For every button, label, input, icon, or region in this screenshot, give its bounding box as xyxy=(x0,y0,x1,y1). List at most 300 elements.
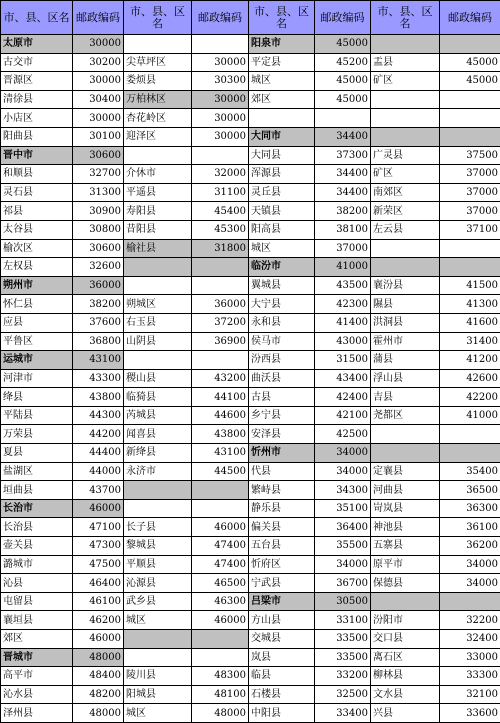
place-name-cell: 石楼县 xyxy=(249,685,315,704)
place-name-cell: 天镇县 xyxy=(249,202,315,221)
postal-code-cell: 36100 xyxy=(440,518,500,537)
postal-code-cell: 33000 xyxy=(440,648,500,667)
place-name-cell: 平顺县 xyxy=(124,555,192,574)
place-name-cell: 偏关县 xyxy=(249,518,315,537)
postal-code-cell: 38100 xyxy=(315,220,371,239)
place-name-cell: 万荣县 xyxy=(1,425,73,444)
postal-code-cell: 46200 xyxy=(73,611,124,630)
postal-code-cell: 30000 xyxy=(192,127,249,146)
postal-code-cell xyxy=(440,444,500,463)
place-name-cell: 山阴县 xyxy=(124,332,192,351)
place-name-cell: 杏花岭区 xyxy=(124,109,192,128)
table-row xyxy=(1,109,500,128)
postal-code-cell: 45000 xyxy=(315,35,371,54)
postal-code-cell xyxy=(192,499,249,518)
place-name-cell: 方山县 xyxy=(249,611,315,630)
table-row xyxy=(1,369,500,388)
place-name-cell: 芮城县 xyxy=(124,406,192,425)
postal-code-cell: 37500 xyxy=(440,146,500,165)
postal-code-cell: 42500 xyxy=(315,425,371,444)
table-row xyxy=(1,685,500,704)
place-name-cell xyxy=(249,109,315,128)
place-name-cell: 安泽县 xyxy=(249,425,315,444)
postal-code-cell: 36700 xyxy=(315,574,371,593)
place-name-cell: 介休市 xyxy=(124,165,192,184)
postal-code-cell: 37000 xyxy=(440,202,500,221)
place-name-cell xyxy=(371,239,440,258)
place-name-cell: 太谷县 xyxy=(1,220,73,239)
place-name-cell: 霍州市 xyxy=(371,332,440,351)
postal-code-cell: 30000 xyxy=(73,35,124,54)
postal-code-cell: 30000 xyxy=(192,53,249,72)
place-name-cell: 灵石县 xyxy=(1,183,73,202)
postal-code-cell: 43700 xyxy=(73,481,124,500)
postal-code-cell: 41000 xyxy=(315,258,371,277)
postal-code-cell: 36000 xyxy=(192,295,249,314)
postal-code-cell: 46400 xyxy=(73,574,124,593)
table-row xyxy=(1,127,500,146)
postal-code-cell xyxy=(440,127,500,146)
place-name-cell: 陵川县 xyxy=(124,667,192,686)
postal-code-cell: 37000 xyxy=(440,183,500,202)
postal-code-cell: 34400 xyxy=(315,165,371,184)
postal-code-cell: 37100 xyxy=(440,220,500,239)
place-name-cell: 灵丘县 xyxy=(249,183,315,202)
place-name-cell: 潞城市 xyxy=(1,555,73,574)
postal-code-cell: 35500 xyxy=(315,537,371,556)
postal-code-cell xyxy=(192,648,249,667)
postal-code-cell: 44400 xyxy=(73,444,124,463)
postal-code-cell: 46000 xyxy=(192,518,249,537)
place-name-cell: 尧都区 xyxy=(371,406,440,425)
postal-code-cell xyxy=(440,239,500,258)
postal-code-cell: 36000 xyxy=(73,276,124,295)
place-name-cell: 兴县 xyxy=(371,704,440,723)
place-name-cell xyxy=(124,630,192,649)
place-name-cell xyxy=(371,258,440,277)
place-name-cell xyxy=(124,146,192,165)
table-row xyxy=(1,667,500,686)
place-name-cell: 岚县 xyxy=(249,648,315,667)
postal-code-cell: 34000 xyxy=(440,555,500,574)
place-name-cell: 临猗县 xyxy=(124,388,192,407)
postal-code-cell: 30200 xyxy=(73,53,124,72)
city-name-cell: 运城市 xyxy=(1,351,73,370)
postal-code-cell: 43200 xyxy=(192,369,249,388)
place-name-cell xyxy=(124,481,192,500)
place-name-cell: 垣曲县 xyxy=(1,481,73,500)
place-name-cell: 襄汾县 xyxy=(371,276,440,295)
city-name-cell: 吕梁市 xyxy=(249,592,315,611)
place-name-cell: 古县 xyxy=(249,388,315,407)
place-name-cell: 左权县 xyxy=(1,258,73,277)
postal-code-cell: 34400 xyxy=(315,127,371,146)
place-name-cell: 清徐县 xyxy=(1,90,73,109)
postal-code-cell xyxy=(192,630,249,649)
postal-code-cell: 30300 xyxy=(192,72,249,91)
city-name-cell: 太原市 xyxy=(1,35,73,54)
postal-code-cell: 31300 xyxy=(73,183,124,202)
table-row xyxy=(1,202,500,221)
place-name-cell: 繁峙县 xyxy=(249,481,315,500)
place-name-cell: 襄垣县 xyxy=(1,611,73,630)
place-name-cell: 长子县 xyxy=(124,518,192,537)
postal-code-cell: 43800 xyxy=(73,388,124,407)
postal-code-cell: 47300 xyxy=(73,537,124,556)
postal-code-cell: 32600 xyxy=(73,258,124,277)
postal-code-cell: 35100 xyxy=(315,499,371,518)
place-name-cell: 盂县 xyxy=(371,53,440,72)
postal-code-cell: 30000 xyxy=(73,72,124,91)
place-name-cell: 平定县 xyxy=(249,53,315,72)
place-name-cell: 矿区 xyxy=(371,72,440,91)
postal-code-cell: 45400 xyxy=(192,202,249,221)
place-name-cell: 高平市 xyxy=(1,667,73,686)
postal-code-cell: 31400 xyxy=(440,332,500,351)
postal-code-cell: 38200 xyxy=(315,202,371,221)
postal-code-cell: 41500 xyxy=(440,276,500,295)
postal-code-cell: 30000 xyxy=(192,90,249,109)
postal-code-cell: 37000 xyxy=(315,239,371,258)
table-row xyxy=(1,53,500,72)
place-name-cell: 城区 xyxy=(249,72,315,91)
postal-code-cell: 42400 xyxy=(315,388,371,407)
postal-code-cell: 46300 xyxy=(192,592,249,611)
city-name-cell: 朔州市 xyxy=(1,276,73,295)
place-name-cell: 泽州县 xyxy=(1,704,73,723)
postal-code-cell xyxy=(440,258,500,277)
postal-code-cell: 30500 xyxy=(315,592,371,611)
place-name-cell: 盐湖区 xyxy=(1,462,73,481)
postal-code-cell: 37600 xyxy=(73,313,124,332)
table-row xyxy=(1,295,500,314)
postal-code-cell: 30100 xyxy=(73,127,124,146)
place-name-cell: 祁县 xyxy=(1,202,73,221)
place-name-cell: 闻喜县 xyxy=(124,425,192,444)
postal-code-cell: 46000 xyxy=(192,611,249,630)
place-name-cell: 平鲁区 xyxy=(1,332,73,351)
place-name-cell: 忻府区 xyxy=(249,555,315,574)
postal-code-cell: 32700 xyxy=(73,165,124,184)
postal-code-cell: 48000 xyxy=(73,648,124,667)
postal-code-cell: 42600 xyxy=(440,369,500,388)
postal-code-cell: 41600 xyxy=(440,313,500,332)
postal-code-cell: 44300 xyxy=(73,406,124,425)
postal-code-cell: 43400 xyxy=(315,369,371,388)
postal-code-cell: 37200 xyxy=(192,313,249,332)
header-code-col-3: 邮政编码 xyxy=(315,1,371,35)
place-name-cell xyxy=(124,258,192,277)
table-row xyxy=(1,444,500,463)
place-name-cell: 郊区 xyxy=(249,90,315,109)
postal-code-cell: 34000 xyxy=(315,444,371,463)
postal-code-cell xyxy=(192,146,249,165)
place-name-cell: 保德县 xyxy=(371,574,440,593)
header-name-col-1: 市、县、区名 xyxy=(1,1,73,35)
place-name-cell: 昔阳县 xyxy=(124,220,192,239)
postal-code-cell: 43100 xyxy=(192,444,249,463)
postal-code-cell: 43000 xyxy=(315,332,371,351)
postal-code-cell: 48300 xyxy=(192,667,249,686)
city-name-cell: 阳泉市 xyxy=(249,35,315,54)
place-name-cell: 交城县 xyxy=(249,630,315,649)
place-name-cell: 五寨县 xyxy=(371,537,440,556)
postal-code-cell xyxy=(440,35,500,54)
postal-code-cell: 41200 xyxy=(440,351,500,370)
place-name-cell: 武乡县 xyxy=(124,592,192,611)
place-name-cell xyxy=(371,90,440,109)
place-name-cell: 定襄县 xyxy=(371,462,440,481)
postal-code-cell: 42300 xyxy=(315,295,371,314)
place-name-cell: 城区 xyxy=(124,611,192,630)
postal-code-cell: 34400 xyxy=(315,183,371,202)
place-name-cell: 娄烦县 xyxy=(124,72,192,91)
postal-code-cell: 30000 xyxy=(192,109,249,128)
postal-code-cell: 48100 xyxy=(192,685,249,704)
table-row xyxy=(1,72,500,91)
postal-code-cell: 46500 xyxy=(192,574,249,593)
place-name-cell xyxy=(371,592,440,611)
place-name-cell xyxy=(371,35,440,54)
postal-code-cell: 30900 xyxy=(73,202,124,221)
place-name-cell: 曲沃县 xyxy=(249,369,315,388)
place-name-cell: 侯马市 xyxy=(249,332,315,351)
postal-code-cell: 33100 xyxy=(315,611,371,630)
place-name-cell: 阳城县 xyxy=(124,685,192,704)
place-name-cell: 宁武县 xyxy=(249,574,315,593)
place-name-cell: 汾西县 xyxy=(249,351,315,370)
place-name-cell: 沁水县 xyxy=(1,685,73,704)
postal-code-cell: 36300 xyxy=(440,499,500,518)
place-name-cell xyxy=(124,276,192,295)
place-name-cell xyxy=(124,35,192,54)
place-name-cell: 壶关县 xyxy=(1,537,73,556)
postal-code-cell: 45200 xyxy=(315,53,371,72)
postal-code-cell: 34000 xyxy=(315,555,371,574)
postal-code-cell xyxy=(192,258,249,277)
postal-code-cell: 47400 xyxy=(192,555,249,574)
place-name-cell: 尖草坪区 xyxy=(124,53,192,72)
place-name-cell: 屯留县 xyxy=(1,592,73,611)
place-name-cell: 吉县 xyxy=(371,388,440,407)
postal-code-cell: 30000 xyxy=(73,109,124,128)
place-name-cell: 沁源县 xyxy=(124,574,192,593)
postal-code-cell: 30800 xyxy=(73,220,124,239)
postal-code-cell: 33200 xyxy=(315,667,371,686)
place-name-cell: 静乐县 xyxy=(249,499,315,518)
postal-code-cell xyxy=(192,35,249,54)
postal-code-cell: 46100 xyxy=(73,592,124,611)
place-name-cell: 右玉县 xyxy=(124,313,192,332)
postal-code-cell: 44600 xyxy=(192,406,249,425)
place-name-cell: 阳曲县 xyxy=(1,127,73,146)
postal-code-cell: 43800 xyxy=(192,425,249,444)
city-name-cell: 忻州市 xyxy=(249,444,315,463)
postal-code-cell: 30400 xyxy=(73,90,124,109)
place-name-cell: 阳高县 xyxy=(249,220,315,239)
postal-code-cell: 32100 xyxy=(440,685,500,704)
table-row xyxy=(1,388,500,407)
postal-code-cell: 45000 xyxy=(315,90,371,109)
postal-code-cell xyxy=(440,592,500,611)
postal-code-cell: 48000 xyxy=(192,704,249,723)
place-name-cell: 广灵县 xyxy=(371,146,440,165)
postal-code-cell: 48200 xyxy=(73,685,124,704)
postal-code-cell: 43500 xyxy=(315,276,371,295)
postal-code-cell: 41400 xyxy=(315,313,371,332)
postal-code-cell xyxy=(315,109,371,128)
place-name-cell: 永济市 xyxy=(124,462,192,481)
place-name-cell xyxy=(371,109,440,128)
postal-code-cell: 45000 xyxy=(440,53,500,72)
table-row xyxy=(1,406,500,425)
postal-code-cell: 44000 xyxy=(73,462,124,481)
header-code-col-1: 邮政编码 xyxy=(73,1,124,35)
place-name-cell: 隰县 xyxy=(371,295,440,314)
table-row xyxy=(1,183,500,202)
place-name-cell: 五台县 xyxy=(249,537,315,556)
postal-code-cell xyxy=(192,276,249,295)
place-name-cell: 大同县 xyxy=(249,146,315,165)
place-name-cell: 原平市 xyxy=(371,555,440,574)
place-name-cell: 古交市 xyxy=(1,53,73,72)
table-row xyxy=(1,611,500,630)
header-name-col-2: 市、县、区名 xyxy=(124,1,192,35)
place-name-cell: 榆次区 xyxy=(1,239,73,258)
place-name-cell: 乡宁县 xyxy=(249,406,315,425)
place-name-cell: 洪洞县 xyxy=(371,313,440,332)
place-name-cell: 城区 xyxy=(124,704,192,723)
postal-code-cell: 46000 xyxy=(73,499,124,518)
place-name-cell: 浑源县 xyxy=(249,165,315,184)
place-name-cell: 小店区 xyxy=(1,109,73,128)
postal-code-cell: 30600 xyxy=(73,146,124,165)
place-name-cell xyxy=(371,444,440,463)
table-row xyxy=(1,90,500,109)
postal-code-cell: 36900 xyxy=(192,332,249,351)
place-name-cell: 河曲县 xyxy=(371,481,440,500)
place-name-cell: 郊区 xyxy=(1,630,73,649)
place-name-cell: 蒲县 xyxy=(371,351,440,370)
place-name-cell: 柳林县 xyxy=(371,667,440,686)
table-row xyxy=(1,258,500,277)
postal-code-cell: 36200 xyxy=(440,537,500,556)
postal-code-cell: 41300 xyxy=(440,295,500,314)
place-name-cell: 和顺县 xyxy=(1,165,73,184)
postal-code-cell: 41000 xyxy=(440,406,500,425)
postal-code-cell: 37000 xyxy=(440,165,500,184)
header-name-col-4: 市、县、区名 xyxy=(371,1,440,35)
postal-code-cell: 31100 xyxy=(192,183,249,202)
postal-code-cell: 46000 xyxy=(73,630,124,649)
place-name-cell xyxy=(124,499,192,518)
table-row xyxy=(1,276,500,295)
table-row xyxy=(1,481,500,500)
postal-code-cell: 45300 xyxy=(192,220,249,239)
table-row xyxy=(1,165,500,184)
place-name-cell: 浮山县 xyxy=(371,369,440,388)
table-row xyxy=(1,537,500,556)
table-row xyxy=(1,555,500,574)
place-name-cell: 城区 xyxy=(249,239,315,258)
table-row xyxy=(1,499,500,518)
postal-code-cell xyxy=(192,481,249,500)
city-name-cell: 长治市 xyxy=(1,499,73,518)
postal-code-cell: 43300 xyxy=(73,369,124,388)
table-row xyxy=(1,351,500,370)
postal-code-cell: 34000 xyxy=(315,462,371,481)
place-name-cell: 稷山县 xyxy=(124,369,192,388)
postal-code-cell xyxy=(440,90,500,109)
place-name-cell: 寿阳县 xyxy=(124,202,192,221)
postal-code-cell: 47400 xyxy=(192,537,249,556)
postal-code-cell: 48400 xyxy=(73,667,124,686)
postal-code-cell xyxy=(440,109,500,128)
table-row xyxy=(1,704,500,723)
postal-code-cell: 33300 xyxy=(440,667,500,686)
postal-code-cell: 33500 xyxy=(315,630,371,649)
place-name-cell: 平陆县 xyxy=(1,406,73,425)
table-row xyxy=(1,425,500,444)
place-name-cell: 晋源区 xyxy=(1,72,73,91)
postal-code-cell: 37300 xyxy=(315,146,371,165)
header-row xyxy=(1,1,500,35)
place-name-cell: 夏县 xyxy=(1,444,73,463)
table-row xyxy=(1,332,500,351)
city-name-cell: 晋中市 xyxy=(1,146,73,165)
place-name-cell: 黎城县 xyxy=(124,537,192,556)
postal-code-cell: 38200 xyxy=(73,295,124,314)
table-row xyxy=(1,35,500,54)
place-name-cell: 文水县 xyxy=(371,685,440,704)
postal-code-cell: 35400 xyxy=(440,462,500,481)
postal-code-cell: 32200 xyxy=(440,611,500,630)
place-name-cell: 离石区 xyxy=(371,648,440,667)
place-name-cell: 迎泽区 xyxy=(124,127,192,146)
place-name-cell xyxy=(124,648,192,667)
place-name-cell: 左云县 xyxy=(371,220,440,239)
table-body xyxy=(1,35,500,723)
postal-code-cell: 42100 xyxy=(315,406,371,425)
postal-code-cell: 44500 xyxy=(192,462,249,481)
place-name-cell: 中阳县 xyxy=(249,704,315,723)
header-code-col-4: 邮政编码 xyxy=(440,1,500,35)
table-row xyxy=(1,648,500,667)
postal-code-cell: 31500 xyxy=(315,351,371,370)
postal-code-cell: 44200 xyxy=(73,425,124,444)
place-name-cell: 沁县 xyxy=(1,574,73,593)
postal-code-cell: 36400 xyxy=(315,518,371,537)
place-name-cell: 河津市 xyxy=(1,369,73,388)
table-row xyxy=(1,518,500,537)
postal-code-cell: 36800 xyxy=(73,332,124,351)
header-name-col-3: 市、县、区名 xyxy=(249,1,315,35)
table-row xyxy=(1,220,500,239)
postal-code-cell: 34300 xyxy=(315,481,371,500)
postal-code-cell xyxy=(192,351,249,370)
place-name-cell: 新绛县 xyxy=(124,444,192,463)
place-name-cell: 平遥县 xyxy=(124,183,192,202)
postal-code-cell: 30600 xyxy=(73,239,124,258)
postal-code-cell: 32000 xyxy=(192,165,249,184)
postal-code-cell: 36500 xyxy=(440,481,500,500)
postal-code-cell: 32500 xyxy=(315,685,371,704)
table-row xyxy=(1,146,500,165)
place-name-cell: 南郊区 xyxy=(371,183,440,202)
place-name-cell: 榆社县 xyxy=(124,239,192,258)
city-name-cell: 临汾市 xyxy=(249,258,315,277)
table-row xyxy=(1,574,500,593)
